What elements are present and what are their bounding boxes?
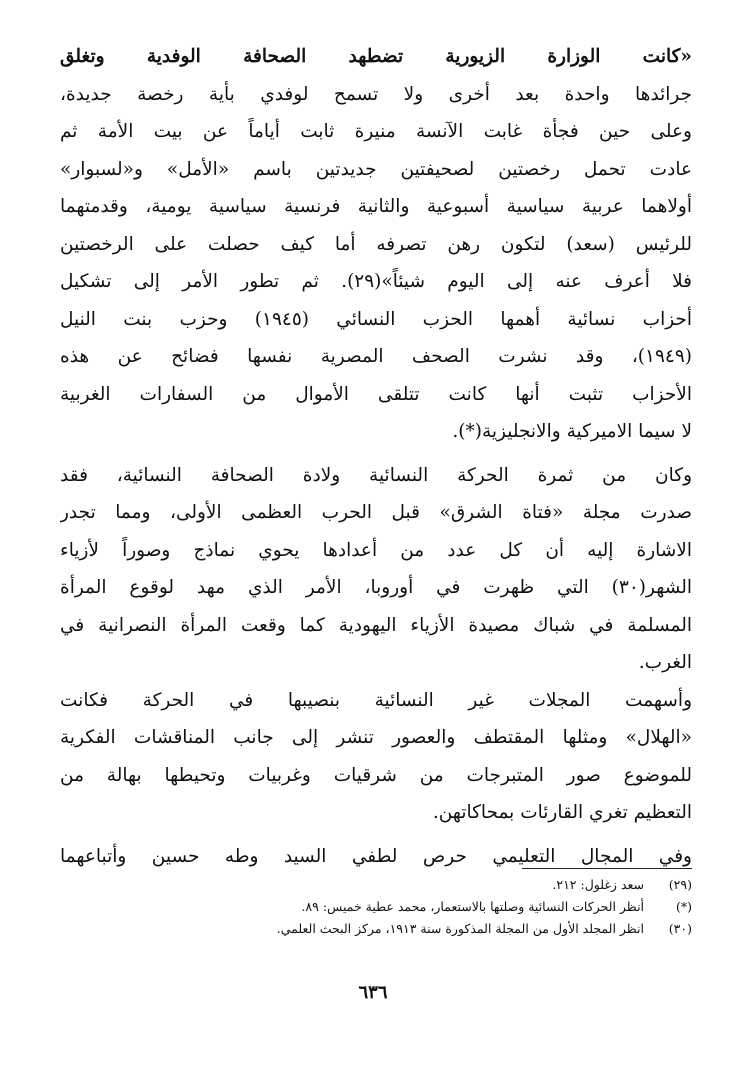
page-number: ٦٣٦ xyxy=(358,982,388,1003)
footnote-text: أنظر الحركات النسائية وصلتها بالاستعمار، محمد عطية خميس: ٨٩. xyxy=(301,899,645,914)
text-line: وكان من ثمرة الحركة النسائية ولادة الصحافة النسائية، فقد xyxy=(60,464,692,486)
text-line: للموضوع صور المتبرجات من شرقيات وغربيات وتحيطها بهالة من xyxy=(60,764,692,786)
text-line: وفي المجال التعليمي حرص لطفي السيد وطه حسين وأتباعهما xyxy=(60,845,692,867)
text-line: المسلمة في شباك مصيدة الأزياء اليهودية كما وقعت المرأة النصرانية في xyxy=(60,614,692,636)
text-line: فلا أعرف عنه إلى اليوم شيئاً»(٢٩). ثم تطور الأمر إلى تشكيل xyxy=(60,271,692,292)
footnote-number: (٢٩) xyxy=(668,877,692,892)
footnote xyxy=(60,896,692,918)
text-line: أولاهما عربية سياسية أسبوعية والثانية فرنسية سياسية يومية، وقدمتهما xyxy=(60,196,692,217)
footnote-number: (٣٠) xyxy=(668,921,692,936)
text-line: الشهر(٣٠) التي ظهرت في أوروبا، الأمر الذي مهد لوقوع المرأة xyxy=(60,577,692,598)
footnote-text: سعد زغلول: ٢١٢. xyxy=(552,877,645,892)
text-line: أحزاب نسائية أهمها الحزب النسائي (١٩٤٥) وحزب بنت النيل xyxy=(60,308,692,330)
text-line: عادت تحمل رخصتين لصحيفتين جديدتين باسم «الأمل» و«لسبوار» xyxy=(60,158,692,180)
text-line: التعظيم تغري القارئات بمحاكاتهن. xyxy=(432,802,692,823)
text-line: «كانت الوزارة الزيورية تضطهد الصحافة الوفدية وتغلق xyxy=(60,46,692,67)
text-line: وأسهمت المجلات غير النسائية بنصيبها في الحركة فكانت xyxy=(60,689,692,711)
footnote xyxy=(60,918,692,940)
text-line: جرائدها واحدة بعد أخرى ولا تسمح لوفدي بأية رخصة جديدة، xyxy=(60,83,692,105)
text-line: وعلى حين فجأة غابت الآنسة منيرة ثابت أياماً عن بيت الأمة ثم xyxy=(60,121,692,142)
footnote-number: (*) xyxy=(675,899,692,914)
text-line: الغرب. xyxy=(638,652,692,673)
text-line: (١٩٤٩)، وقد نشرت الصحف المصرية نفسها فضائح عن هذه xyxy=(60,346,692,367)
text-line: الأحزاب تثبت أنها كانت تتلقى الأموال من السفارات الغربية xyxy=(60,383,692,405)
text-line: الاشارة إليه أن كل عدد من أعدادها يحوي نماذج وصوراً لأزياء xyxy=(60,539,692,561)
text-line: لا سيما الاميركية والانجليزية(*). xyxy=(452,421,692,442)
footnote-text: انظر المجلد الأول من المجلة المذكورة سنة ١٩١٣، مركز البحث العلمي. xyxy=(276,921,645,936)
footnotes xyxy=(60,864,692,940)
text-line: للرئيس (سعد) لتكون رهن تصرفه أما كيف حصلت على الرخصتين xyxy=(60,233,692,255)
text-line: صدرت مجلة «فتاة الشرق» قبل الحرب العظمى الأولى، ومما تجدر xyxy=(60,502,692,523)
footnote-divider xyxy=(60,864,692,874)
footnote xyxy=(60,874,692,896)
main-text xyxy=(60,38,692,875)
text-line: «الهلال» ومثلها المقتطف والعصور تنشر إلى جانب المناقشات الفكرية xyxy=(60,727,692,748)
